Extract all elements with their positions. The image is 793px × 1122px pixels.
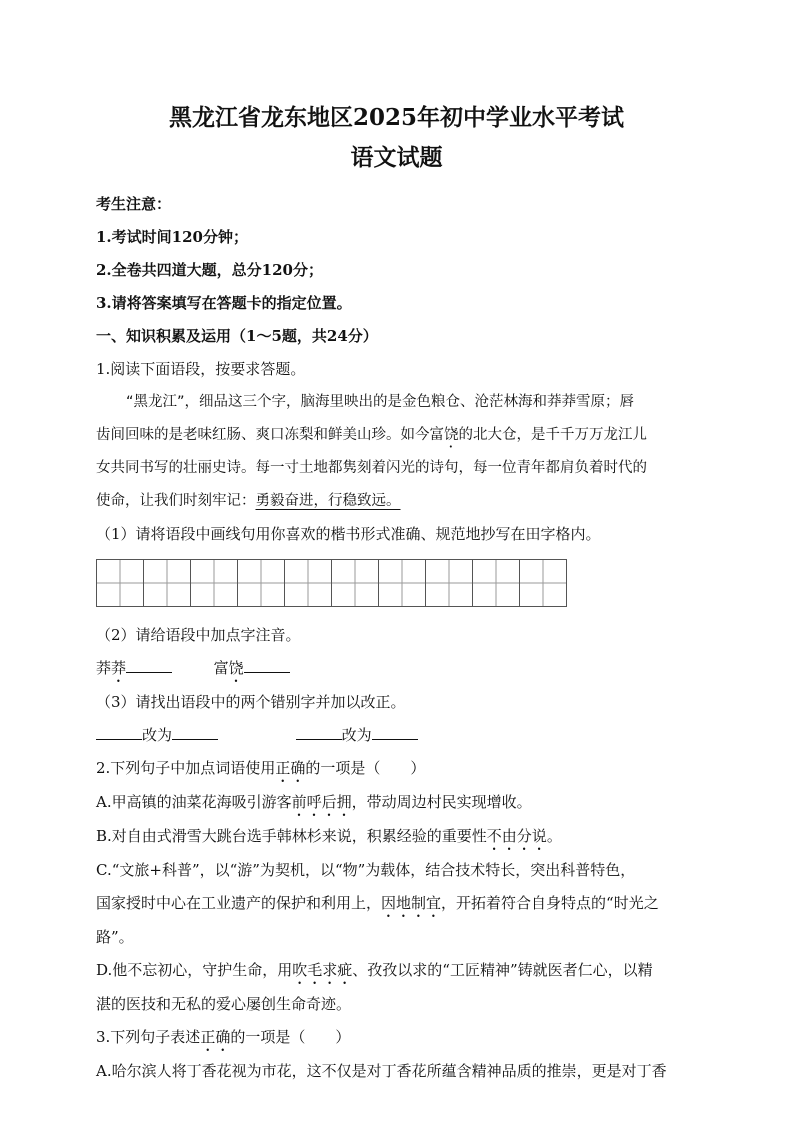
notice-item-1: 1.考试时间120分钟；: [96, 228, 248, 246]
change-label: 改为: [142, 726, 173, 744]
grid-cell[interactable]: [237, 559, 285, 607]
option-text: D.他不忘初心，守护生命，用: [96, 961, 293, 979]
option-text: 国家授时中心在工业遗产的保护和利用上，: [96, 894, 382, 912]
grid-cell[interactable]: [190, 559, 238, 607]
question-2-option-a[interactable]: [96, 786, 697, 820]
correct-char-blank-2[interactable]: [372, 721, 418, 740]
question-1-sub-1: （1）请将语段中画线句用你喜欢的楷书形式准确、规范地抄写在田字格内。: [96, 525, 601, 543]
question-2-stem: [96, 752, 697, 786]
grid-cell[interactable]: [472, 559, 520, 607]
dotted-word: 正确: [200, 1028, 231, 1046]
option-text: B.对自由式滑雪大跳台选手韩林杉来说，积累经验的重要性: [96, 827, 487, 845]
grid-cell[interactable]: [378, 559, 426, 607]
passage-text: 齿间回味的是老味红肠、爽口冻梨和鲜美山珍。如今富: [96, 427, 444, 443]
correct-char-blank-1[interactable]: [172, 721, 218, 740]
question-1-sub-3: （3）请找出语段中的两个错别字并加以改正。: [96, 693, 406, 711]
stem-text: 的一项是（ ）: [230, 1028, 351, 1046]
exam-title: 黑龙江省龙东地区2025年初中学业水平考试: [168, 104, 624, 131]
question-1-stem: 1.阅读下面语段，按要求答题。: [96, 360, 306, 378]
question-2-option-c[interactable]: [96, 854, 697, 954]
pinyin-blank-1[interactable]: [126, 654, 172, 673]
dotted-char: 莽: [111, 659, 127, 677]
passage-text: 使命，让我们时刻牢记：: [96, 493, 256, 509]
grid-cell[interactable]: [96, 559, 144, 607]
option-text: 路”。: [96, 928, 134, 946]
option-text: ，开拓着符合自身特点的“时光之: [441, 894, 659, 912]
passage-line-1: “黑龙江”，细品这三个字，脑海里映出的是金色粮仓、沧茫林海和莽莽雪原；唇: [126, 394, 635, 410]
dotted-word: 吹毛求疵: [292, 961, 353, 979]
pinyin-blank-2[interactable]: [244, 654, 290, 673]
correction-answer-line: [96, 719, 697, 752]
question-3-stem: [96, 1021, 697, 1055]
notice-item-2: 2.全卷共四道大题，总分120分；: [96, 261, 323, 279]
notice-item-3: 3.请将答案填写在答题卡的指定位置。: [96, 294, 352, 312]
stem-text: 3.下列句子表述: [96, 1028, 201, 1046]
passage-line-2: [96, 419, 697, 452]
option-text-line: [96, 954, 697, 988]
pinyin-answer-line: [96, 652, 697, 686]
wrong-char-blank-1[interactable]: [96, 721, 142, 740]
dotted-char: 饶: [444, 427, 459, 443]
option-text: 。: [546, 827, 562, 845]
stem-text: 的一项是（ ）: [305, 759, 426, 777]
word-char: 莽: [96, 659, 112, 677]
wrong-char-blank-2[interactable]: [296, 721, 342, 740]
option-text-line: [96, 887, 697, 921]
change-label: 改为: [341, 726, 372, 744]
option-text: ，带动周边村民实现增收。: [351, 793, 532, 811]
question-3-option-a[interactable]: A.哈尔滨人将丁香花视为市花，这不仅是对丁香花所蕴含精神品质的推崇，更是对丁香: [96, 1062, 667, 1080]
passage-line-3: 女共同书写的壮丽史诗。每一寸土地都隽刻着闪光的诗句，每一位青年都肩负着时代的: [96, 460, 647, 476]
grid-cell[interactable]: [284, 559, 332, 607]
passage-text: 的北大仓，是千千万万龙江儿: [458, 427, 647, 443]
grid-cell[interactable]: [143, 559, 191, 607]
dotted-word: 不由分说: [486, 827, 547, 845]
option-text: 、孜孜以求的“工匠精神”铸就医者仁心，以精: [352, 961, 653, 979]
underlined-sentence: 勇毅奋进，行稳致远。: [255, 493, 401, 509]
notice-heading: 考生注意：: [96, 195, 172, 213]
section-heading: 一、知识积累及运用（1～5题，共24分）: [96, 327, 378, 345]
question-2-option-b[interactable]: [96, 820, 697, 854]
exam-subtitle: 语文试题: [350, 144, 443, 171]
question-2-option-d[interactable]: [96, 954, 697, 1021]
tianzige-grid[interactable]: [96, 559, 697, 607]
option-text: C.“文旅+科普”，以“游”为契机，以“物”为载体，结合技术特长，突出科普特色，: [96, 861, 636, 879]
dotted-word: 正确: [275, 759, 306, 777]
dotted-char: 饶: [228, 659, 244, 677]
dotted-word: 因地制宜: [381, 894, 442, 912]
grid-cell[interactable]: [519, 559, 567, 607]
stem-text: 2.下列句子中加点词语使用: [96, 759, 276, 777]
question-1-sub-2: （2）请给语段中加点字注音。: [96, 626, 301, 644]
question-1-passage: [96, 386, 697, 518]
option-text: A.甲高镇的油菜花海吸引游客: [96, 793, 292, 811]
grid-cell[interactable]: [425, 559, 473, 607]
word-char: 富: [213, 659, 229, 677]
passage-line-4: [96, 485, 697, 518]
dotted-word: 前呼后拥: [291, 793, 352, 811]
grid-cell[interactable]: [331, 559, 379, 607]
option-text: 湛的医技和无私的爱心屡创生命奇迹。: [96, 995, 352, 1013]
